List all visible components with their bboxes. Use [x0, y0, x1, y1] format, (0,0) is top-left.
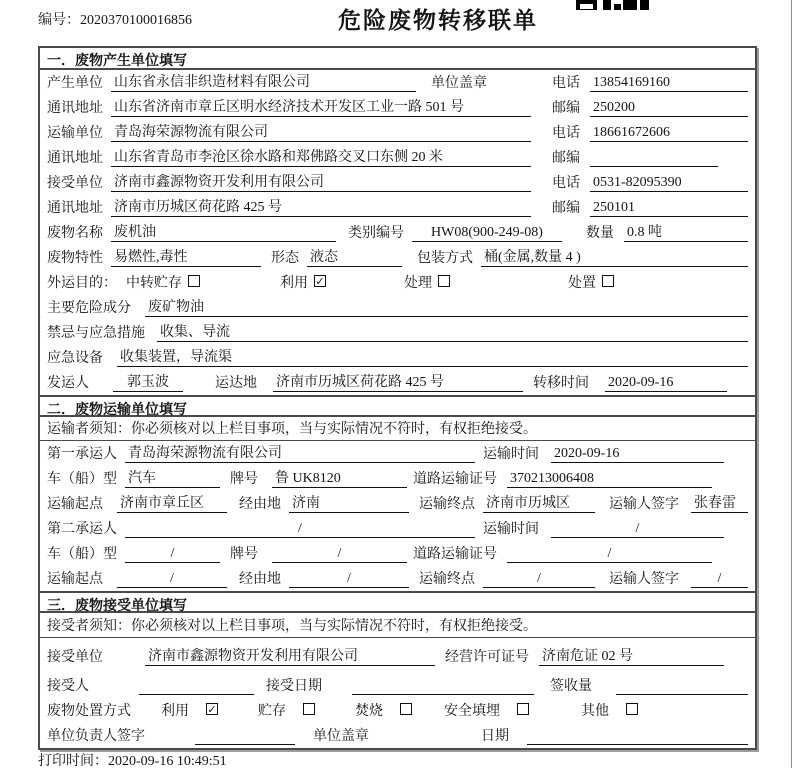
receiver-row — [40, 170, 755, 195]
responsible-sign-label: 单位负责人签字 — [47, 729, 145, 744]
section1-header: 一．废物产生单位填写 — [40, 48, 755, 70]
first-carrier-value: 青岛海荣源物流有限公司 — [125, 442, 475, 463]
waste-character-label: 废物特性 — [47, 251, 103, 266]
transporter-address-label: 通讯地址 — [47, 151, 103, 166]
purpose-option-dispose — [568, 272, 614, 292]
second-carrier-sign-label: 运输人签字 — [609, 572, 679, 587]
accepting-unit-label: 接受单位 — [47, 650, 103, 665]
receiver-notice-text: 接受者须知：你必须核对以上栏目事项，当与实际情况不符时，有权拒绝接受。 — [47, 618, 537, 634]
date-label: 日期 — [481, 729, 509, 744]
producer-label: 产生单位 — [47, 76, 103, 91]
transporter-address-value: 山东省青岛市李沧区徐水路和郑佛路交叉口东侧 20 米 — [111, 146, 531, 167]
hazard-component-row — [40, 295, 755, 320]
receiver-notice-row — [40, 613, 755, 638]
second-route-row — [40, 566, 755, 591]
license-label: 经营许可证号 — [445, 650, 529, 665]
first-plate-label: 牌号 — [230, 472, 258, 487]
dispatcher-row — [40, 370, 755, 395]
second-plate-label: 牌号 — [230, 547, 258, 562]
section2-header: 二．废物运输单位填写 — [40, 395, 755, 417]
receiver-phone-value: 0531-82095390 — [590, 175, 748, 192]
waste-name-value: 废机油 — [111, 221, 336, 242]
disposal-incinerate-label: 焚烧 — [355, 704, 383, 719]
transporter-zip-value — [590, 150, 718, 167]
second-carrier-sign-value: / — [691, 571, 748, 588]
first-route-via-value: 济南 — [289, 492, 409, 513]
page-title: 危险废物转移联单 — [338, 7, 538, 33]
purpose-use-label: 利用 — [280, 276, 308, 291]
destination-value: 济南市历城区荷花路 425 号 — [273, 371, 523, 392]
waste-qty-label: 数量 — [586, 226, 614, 241]
transfer-time-label: 转移时间 — [533, 376, 589, 391]
producer-address-label: 通讯地址 — [47, 101, 103, 116]
qr-block — [640, 0, 649, 10]
purpose-option-treat — [404, 272, 450, 292]
transporter-zip-label: 邮编 — [552, 151, 580, 166]
second-transport-time-label: 运输时间 — [483, 522, 539, 537]
first-vehicle-row — [40, 466, 755, 491]
first-transport-time-value: 2020-09-16 — [551, 446, 724, 463]
accept-date-value — [352, 678, 534, 695]
purpose-dispose-label: 处置 — [568, 276, 596, 291]
emergency-equipment-value: 收集装置，导流渠 — [117, 346, 748, 367]
first-permit-label: 道路运输证号 — [413, 472, 497, 487]
second-vehicle-type-label: 车（船）型 — [47, 547, 117, 562]
second-carrier-value: / — [125, 521, 475, 538]
disposal-option-use — [161, 700, 218, 720]
waste-name-row — [40, 220, 755, 245]
disposal-other-label: 其他 — [581, 704, 609, 719]
transporter-address-row — [40, 145, 755, 170]
transporter-value: 青岛海荣源物流有限公司 — [111, 121, 531, 142]
packing-label: 包装方式 — [417, 251, 473, 266]
dispatcher-label: 发运人 — [47, 376, 89, 391]
packing-value: 桶(金属,数量 4 ) — [481, 246, 748, 267]
receiver-phone-label: 电话 — [552, 176, 580, 191]
disposal-storage-label: 贮存 — [258, 704, 286, 719]
qr-code-fragment-icon — [576, 0, 654, 10]
second-plate-value: / — [272, 546, 407, 563]
emergency-equipment-row — [40, 345, 755, 370]
producer-zip-label: 邮编 — [552, 101, 580, 116]
disposal-method-row — [40, 698, 755, 723]
receiver-value: 济南市鑫源物资开发利用有限公司 — [111, 171, 531, 192]
transporter-phone-label: 电话 — [552, 126, 580, 141]
purpose-option-use — [280, 272, 326, 292]
second-permit-value: / — [507, 546, 712, 563]
acceptor-label: 接受人 — [47, 679, 89, 694]
disposal-option-landfill — [444, 700, 529, 720]
dispatcher-value: 郭玉波 — [113, 371, 183, 392]
acceptor-row — [40, 669, 755, 698]
first-permit-value: 370213006408 — [507, 471, 712, 488]
qr-block — [603, 0, 611, 10]
second-route-via-label: 经由地 — [239, 572, 281, 587]
waste-qty-value: 0.8 吨 — [624, 221, 748, 242]
unit-seal-label: 单位盖章 — [431, 76, 487, 91]
purpose-transfer-storage-checkbox — [188, 275, 200, 287]
first-carrier-label: 第一承运人 — [47, 447, 117, 462]
unit-seal2-label: 单位盖章 — [313, 729, 369, 744]
waste-form-label: 形态 — [271, 251, 299, 266]
second-carrier-row — [40, 516, 755, 541]
receiver-label: 接受单位 — [47, 176, 103, 191]
first-route-end-value: 济南市历城区 — [483, 492, 595, 513]
first-route-end-label: 运输终点 — [419, 497, 475, 512]
first-route-via-label: 经由地 — [239, 497, 281, 512]
transporter-row — [40, 120, 755, 145]
section3-header: 三．废物接受单位填写 — [40, 591, 755, 613]
transfer-form-table — [38, 46, 757, 750]
disposal-landfill-label: 安全填埋 — [444, 704, 500, 719]
accepting-unit-row — [40, 638, 755, 669]
first-transport-time-label: 运输时间 — [483, 447, 539, 462]
disposal-option-storage — [258, 700, 315, 720]
disposal-method-label: 废物处置方式 — [47, 704, 131, 719]
producer-phone-value: 13854169160 — [590, 75, 748, 92]
disposal-option-incinerate — [355, 700, 412, 720]
second-transport-time-value: / — [551, 521, 724, 538]
disposal-storage-checkbox — [303, 703, 315, 715]
purpose-transfer-storage-label: 中转贮存 — [126, 276, 182, 291]
transporter-label: 运输单位 — [47, 126, 103, 141]
second-vehicle-type-value: / — [125, 546, 220, 563]
second-route-via-value: / — [289, 571, 409, 588]
producer-row — [40, 70, 755, 95]
receiver-zip-value: 250101 — [590, 200, 748, 217]
page-right-edge — [791, 0, 792, 768]
emergency-equipment-label: 应急设备 — [47, 351, 103, 366]
print-time-value: 2020-09-16 10:49:51 — [108, 754, 227, 768]
emergency-measures-value: 收集、导流 — [157, 321, 748, 342]
first-plate-value: 鲁 UK8120 — [272, 467, 407, 488]
purpose-dispose-checkbox — [602, 275, 614, 287]
transfer-purpose-label: 外运目的： — [47, 276, 117, 291]
emergency-measures-label: 禁忌与应急措施 — [47, 326, 145, 341]
emergency-measures-row — [40, 320, 755, 345]
receiver-zip-label: 邮编 — [552, 201, 580, 216]
transfer-time-value: 2020-09-16 — [605, 375, 727, 392]
producer-value: 山东省永信非织造材料有限公司 — [111, 71, 416, 92]
disposal-use-label: 利用 — [161, 704, 189, 719]
destination-label: 运达地 — [215, 376, 257, 391]
qr-finder-square — [576, 0, 597, 10]
purpose-use-checkbox: ✓ — [315, 274, 325, 288]
hazard-component-value: 废矿物油 — [145, 296, 748, 317]
first-carrier-sign-value: 张春雷 — [691, 492, 748, 513]
disposal-use-checkbox: ✓ — [207, 702, 217, 716]
transporter-phone-value: 18661672606 — [590, 125, 748, 142]
second-permit-label: 道路运输证号 — [413, 547, 497, 562]
print-time-line — [38, 750, 227, 768]
purpose-option-transfer-storage — [126, 272, 200, 292]
transporter-notice-text: 运输者须知：你必须核对以上栏目事项，当与实际情况不符时，有权拒绝接受。 — [47, 422, 537, 437]
first-vehicle-type-value: 汽车 — [125, 467, 220, 488]
receiver-address-label: 通讯地址 — [47, 201, 103, 216]
receiver-address-row — [40, 195, 755, 220]
first-carrier-sign-label: 运输人签字 — [609, 497, 679, 512]
second-route-end-label: 运输终点 — [419, 572, 475, 587]
second-carrier-label: 第二承运人 — [47, 522, 117, 537]
first-vehicle-type-label: 车（船）型 — [47, 472, 117, 487]
purpose-treat-label: 处理 — [404, 276, 432, 291]
second-vehicle-row — [40, 541, 755, 566]
producer-address-value: 山东省济南市章丘区明水经济技术开发区工业一路 501 号 — [111, 96, 531, 117]
received-qty-label: 签收量 — [550, 679, 592, 694]
qr-block — [614, 4, 621, 10]
disposal-other-checkbox — [626, 703, 638, 715]
responsible-sign-value — [195, 728, 295, 745]
serial-number-line — [38, 9, 192, 29]
waste-code-label: 类别编号 — [348, 226, 404, 241]
transfer-purpose-row — [40, 270, 755, 295]
purpose-treat-checkbox — [438, 275, 450, 287]
responsible-sign-row — [40, 723, 755, 748]
disposal-landfill-checkbox — [517, 703, 529, 715]
disposal-option-other — [581, 700, 638, 720]
serial-label: 编号： — [38, 13, 80, 28]
accept-date-label: 接受日期 — [266, 679, 322, 694]
date-value — [527, 728, 748, 745]
accepting-unit-value: 济南市鑫源物资开发利用有限公司 — [145, 645, 435, 666]
license-value: 济南危证 02 号 — [539, 645, 724, 666]
first-route-start-value: 济南市章丘区 — [117, 492, 227, 513]
qr-block — [623, 0, 637, 10]
waste-character-value: 易燃性,毒性 — [111, 246, 261, 267]
first-route-start-label: 运输起点 — [47, 497, 103, 512]
disposal-incinerate-checkbox — [400, 703, 412, 715]
waste-code-value: HW08(900-249-08) — [412, 225, 562, 242]
received-qty-value — [616, 678, 748, 695]
print-time-label: 打印时间： — [38, 754, 108, 768]
waste-character-row — [40, 245, 755, 270]
first-route-row — [40, 491, 755, 516]
producer-phone-label: 电话 — [552, 76, 580, 91]
second-route-start-value: / — [117, 571, 227, 588]
waste-name-label: 废物名称 — [47, 226, 103, 241]
transporter-notice-row — [40, 417, 755, 441]
producer-zip-value: 250200 — [590, 100, 748, 117]
hazard-component-label: 主要危险成分 — [47, 301, 131, 316]
first-carrier-row — [40, 441, 755, 466]
serial-value: 2020370100016856 — [80, 13, 192, 28]
receiver-address-value: 济南市历城区荷花路 425 号 — [111, 196, 531, 217]
waste-form-value: 液态 — [307, 246, 402, 267]
second-route-start-label: 运输起点 — [47, 572, 103, 587]
producer-address-row — [40, 95, 755, 120]
acceptor-value — [139, 678, 254, 695]
second-route-end-value: / — [483, 571, 595, 588]
